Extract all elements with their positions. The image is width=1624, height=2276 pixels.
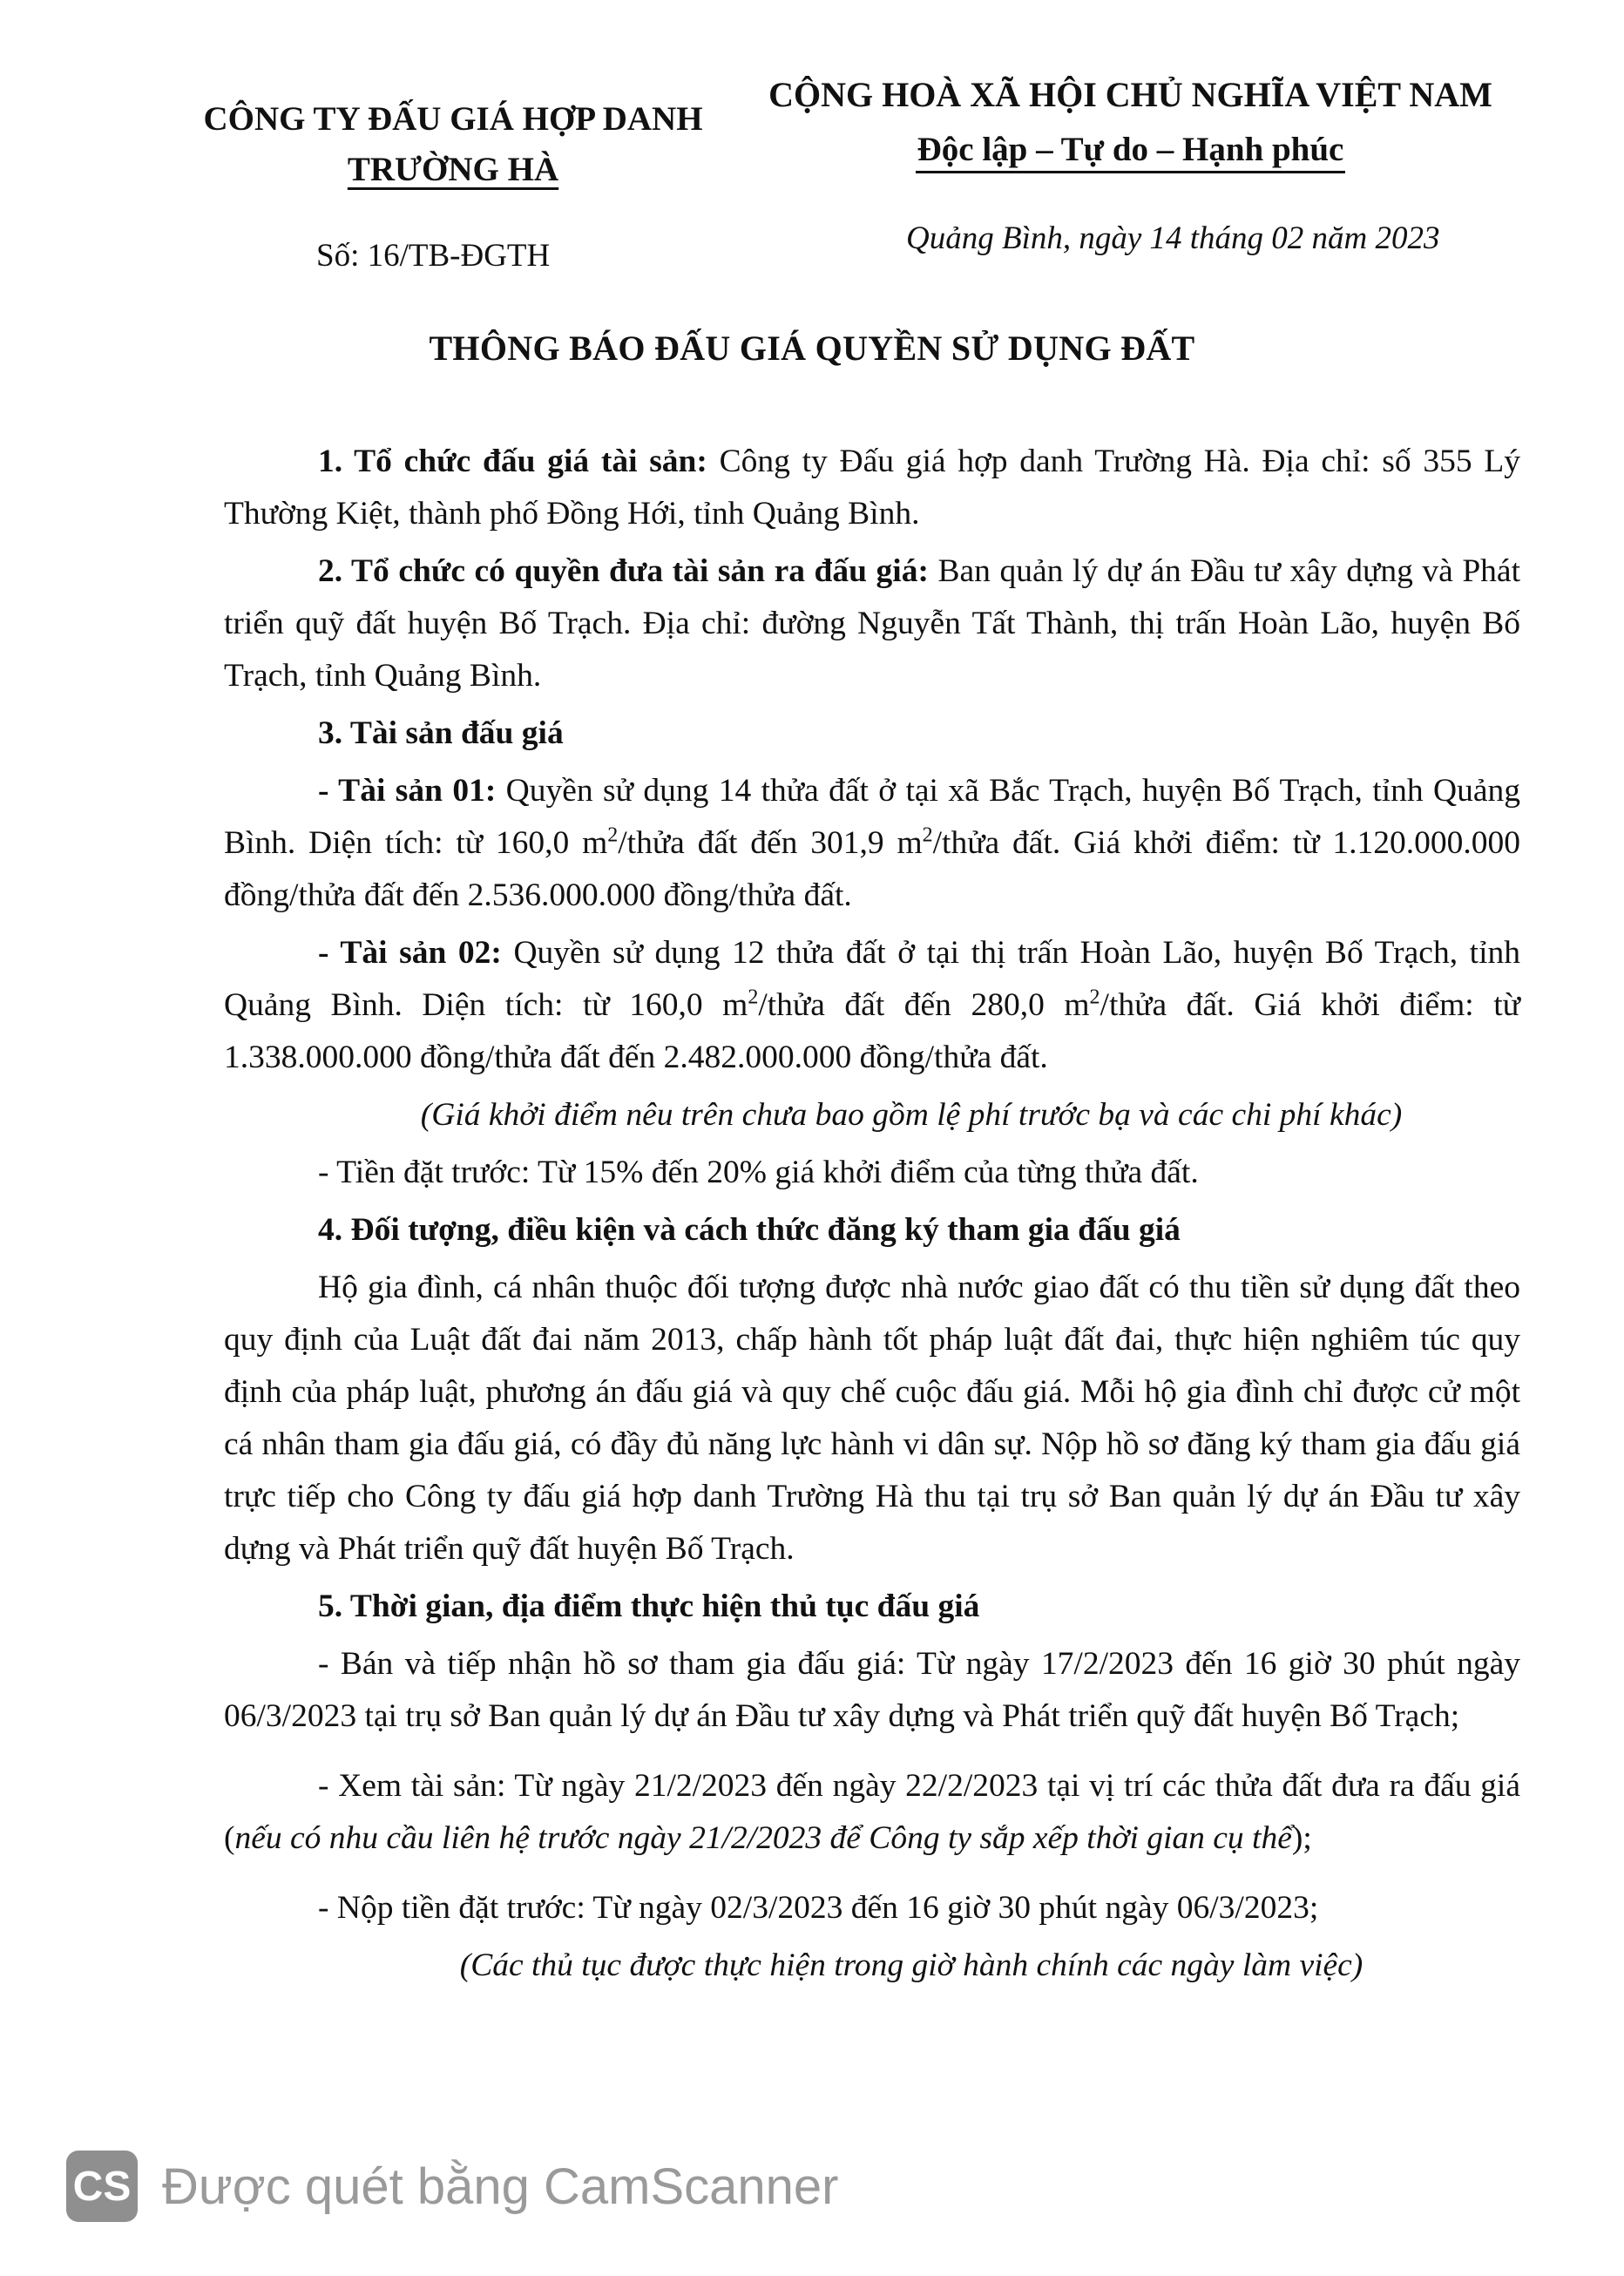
item-2-text-b: );	[1291, 1820, 1312, 1856]
deposit-line: - Tiền đặt trước: Từ 15% đến 20% giá khởi điểm của từng thửa đất.	[318, 1155, 1199, 1190]
document-title: THÔNG BÁO ĐẤU GIÁ QUYỀN SỬ DỤNG ĐẤT	[429, 329, 1195, 368]
nation-motto: Độc lập – Tự do – Hạnh phúc	[916, 129, 1346, 173]
camscanner-watermark	[66, 2151, 839, 2222]
section-5-item-2	[224, 1760, 1520, 1865]
superscript: 2	[922, 823, 933, 847]
asset-02-label: - Tài sản 02:	[318, 935, 502, 971]
section-2-label: 2. Tổ chức có quyền đưa tài sản ra đấu giá:	[318, 553, 929, 589]
section-5-label: 5. Thời gian, địa điểm thực hiện thủ tục đấu giá	[318, 1588, 980, 1624]
superscript: 2	[748, 986, 759, 1009]
section-3-label: 3. Tài sản đấu giá	[318, 715, 564, 751]
section-2	[224, 545, 1520, 702]
asset-01-text-b: /thửa đất đến 301,9 m	[618, 825, 923, 861]
watermark-text: Được quét bằng CamScanner	[162, 2157, 839, 2215]
place-date: Quảng Bình, ngày 14 tháng 02 năm 2023	[906, 220, 1440, 256]
asset-01	[224, 765, 1520, 922]
section-5-item-3: - Nộp tiền đặt trước: Từ ngày 02/3/2023 đến 16 giờ 30 phút ngày 06/3/2023;	[318, 1890, 1319, 1926]
superscript: 2	[1089, 986, 1100, 1009]
org-name-line2: TRƯỜNG HÀ	[347, 151, 559, 188]
asset-02-text-b: /thửa đất đến 280,0 m	[758, 987, 1090, 1023]
section-2-text: Ban quản lý dự án Đầu tư xây dựng và Phát triển quỹ đất huyện Bố Trạch. Địa chỉ: đường Nguyễn Tất Thành, thị trấn Hoàn Lão, huyện Bố Trạch, tỉnh Quảng Bình.	[224, 553, 1520, 694]
document-number: Số: 16/TB-ĐGTH	[316, 238, 551, 274]
section-1-text: Công ty Đấu giá hợp danh Trường Hà. Địa chỉ: số 355 Lý Thường Kiệt, thành phố Đồng Hới, tỉnh Quảng Bình.	[224, 444, 1520, 532]
section-1	[224, 436, 1520, 540]
camscanner-logo-icon: CS	[66, 2151, 138, 2222]
section-5-item-1: - Bán và tiếp nhận hồ sơ tham gia đấu giá: Từ ngày 17/2/2023 đến 16 giờ 30 phút ngày 06/3/2023 tại trụ sở Ban quản lý dự án Đầu tư xây dựng và Phát triển quỹ đất huyện Bố Trạch;	[224, 1646, 1520, 1734]
asset-01-text-c: /thửa đất. Giá khởi điểm: từ 1.120.000.000 đồng/thửa đất đến 2.536.000.000 đồng/thửa đất.	[224, 825, 1520, 913]
superscript: 2	[607, 823, 619, 847]
organization-header	[179, 94, 727, 195]
asset-02-text-a: Quyền sử dụng 12 thửa đất ở tại thị trấn Hoàn Lão, huyện Bố Trạch, tỉnh Quảng Bình. Diện tích: từ 160,0 m	[224, 935, 1520, 1023]
org-name-line1: CÔNG TY ĐẤU GIÁ HỢP DANH	[203, 100, 703, 138]
section-4-text: Hộ gia đình, cá nhân thuộc đối tượng được nhà nước giao đất có thu tiền sử dụng đất theo quy định của Luật đất đai năm 2013, chấp hành tốt pháp luật đất đai, thực hiện nghiêm túc quy định của pháp luật, phương án đấu giá và quy chế cuộc đấu giá. Mỗi hộ gia đình chỉ được cử một cá nhân tham gia đấu giá, có đầy đủ năng lực hành vi dân sự. Nộp hồ sơ đăng ký tham gia đấu giá trực tiếp cho Công ty đấu giá hợp danh Trường Hà thu tại trụ sở Ban quản lý dự án Đầu tư xây dựng và Phát triển quỹ đất huyện Bố Trạch.	[224, 1270, 1520, 1567]
asset-02	[224, 927, 1520, 1084]
section-1-label: 1. Tổ chức đấu giá tài sản:	[318, 444, 707, 479]
asset-02-text-c: /thửa đất. Giá khởi điểm: từ 1.338.000.000 đồng/thửa đất đến 2.482.000.000 đồng/thửa đất.	[224, 987, 1520, 1075]
asset-01-text-a: Quyền sử dụng 14 thửa đất ở tại xã Bắc Trạch, huyện Bố Trạch, tỉnh Quảng Bình. Diện tích: từ 160,0 m	[224, 773, 1520, 861]
national-header	[745, 68, 1516, 176]
price-note: (Giá khởi điểm nêu trên chưa bao gồm lệ phí trước bạ và các chi phí khác)	[420, 1097, 1403, 1133]
nation-title: CỘNG HOÀ XÃ HỘI CHỦ NGHĨA VIỆT NAM	[768, 75, 1492, 114]
asset-01-label: - Tài sản 01:	[318, 773, 497, 809]
section-4-label: 4. Đối tượng, điều kiện và cách thức đăng ký tham gia đấu giá	[318, 1212, 1181, 1248]
item-2-text-a: - Xem tài sản: Từ ngày 21/2/2023 đến ngày 22/2/2023 tại vị trí các thửa đất đưa ra đấu giá (	[224, 1768, 1520, 1856]
item-2-italic: nếu có nhu cầu liên hệ trước ngày 21/2/2023 để Công ty sắp xếp thời gian cụ thể	[234, 1820, 1292, 1856]
document-body	[224, 436, 1520, 1997]
section-5-note: (Các thủ tục được thực hiện trong giờ hành chính các ngày làm việc)	[459, 1947, 1363, 1983]
